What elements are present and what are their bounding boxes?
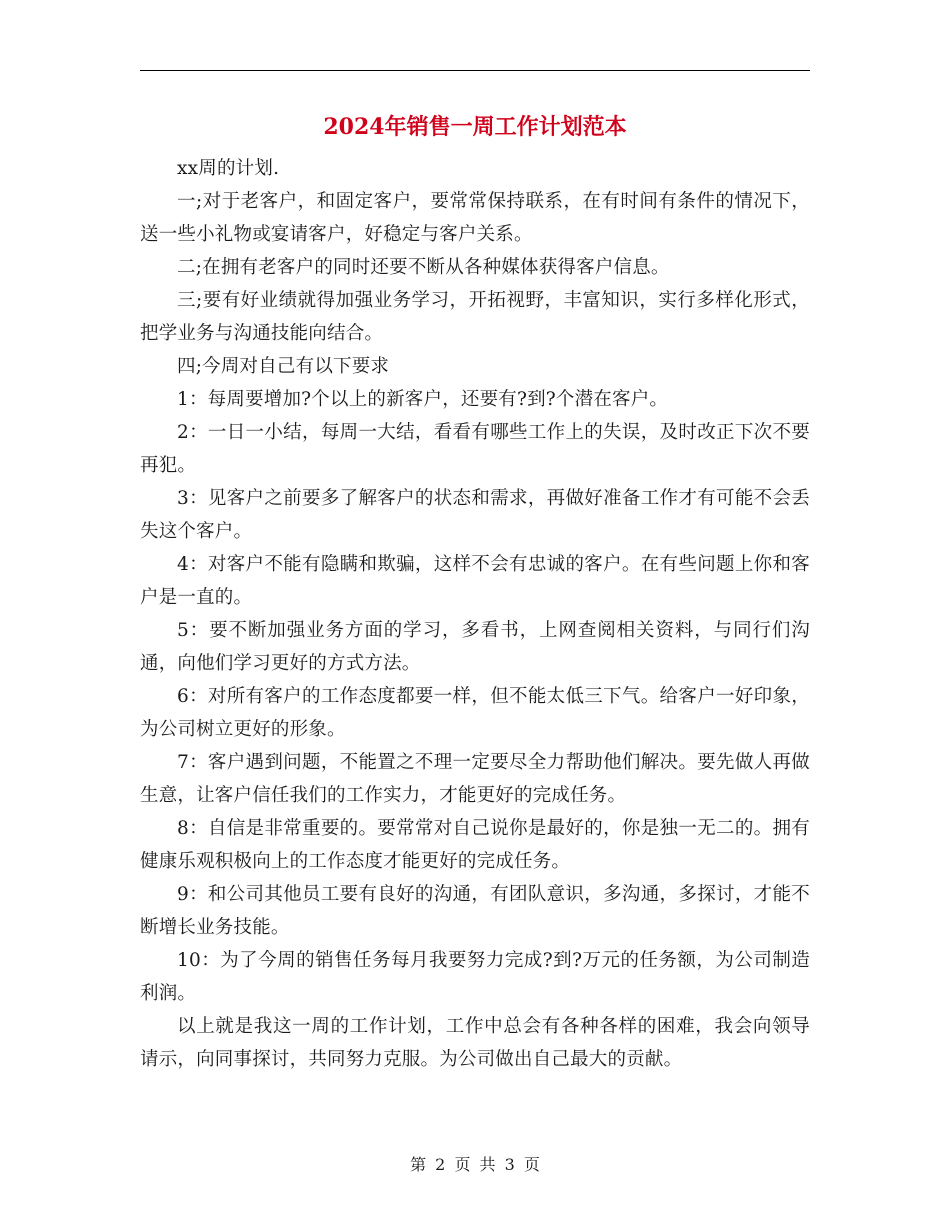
- paragraph-week-plan: xx周的计划.: [177, 158, 280, 179]
- paragraph-item-one: 一;对于老客户，和固定客户，要常常保持联系，在有时间有条件的情况下，送一些小礼物或宴请客户，好稳定与客户关系。: [140, 191, 810, 245]
- requirement-6: 6：对所有客户的工作态度都要一样，但不能太低三下气。给客户一好印象，为公司树立更好的形象。: [140, 686, 810, 740]
- paragraph-conclusion: 以上就是我这一周的工作计划，工作中总会有各种各样的困难，我会向领导请示，向同事探讨，共同努力克服。为公司做出自己最大的贡献。: [140, 1016, 810, 1070]
- header-rule: [140, 70, 810, 71]
- requirement-4: 4：对客户不能有隐瞒和欺骗，这样不会有忠诚的客户。在有些问题上你和客户是一直的。: [140, 554, 810, 608]
- document-title: 2024年销售一周工作计划范本: [323, 114, 627, 140]
- page-number-footer: 第 2 页 共 3 页: [410, 1155, 540, 1174]
- requirement-8: 8：自信是非常重要的。要常常对自己说你是最好的，你是独一无二的。拥有健康乐观积极向上的工作态度才能更好的完成任务。: [140, 818, 810, 872]
- requirement-1: 1：每周要增加?个以上的新客户，还要有?到?个潜在客户。: [177, 389, 669, 410]
- requirement-7: 7：客户遇到问题，不能置之不理一定要尽全力帮助他们解决。要先做人再做生意，让客户信任我们的工作实力，才能更好的完成任务。: [140, 752, 810, 806]
- requirement-10: 10：为了今周的销售任务每月我要努力完成?到?万元的任务额，为公司制造利润。: [140, 950, 810, 1004]
- paragraph-item-two: 二;在拥有老客户的同时还要不断从各种媒体获得客户信息。: [177, 257, 670, 278]
- paragraph-item-four: 四;今周对自己有以下要求: [177, 356, 390, 377]
- document-body: [140, 152, 810, 1076]
- requirement-9: 9：和公司其他员工要有良好的沟通，有团队意识，多沟通，多探讨，才能不断增长业务技能。: [140, 884, 810, 938]
- paragraph-item-three: 三;要有好业绩就得加强业务学习，开拓视野，丰富知识，实行多样化形式，把学业务与沟通技能向结合。: [140, 290, 810, 344]
- requirement-2: 2：一日一小结，每周一大结，看看有哪些工作上的失误，及时改正下次不要再犯。: [140, 422, 810, 476]
- requirement-5: 5：要不断加强业务方面的学习，多看书，上网查阅相关资料，与同行们沟通，向他们学习更好的方式方法。: [140, 620, 810, 674]
- requirement-3: 3：见客户之前要多了解客户的状态和需求，再做好准备工作才有可能不会丢失这个客户。: [140, 488, 810, 542]
